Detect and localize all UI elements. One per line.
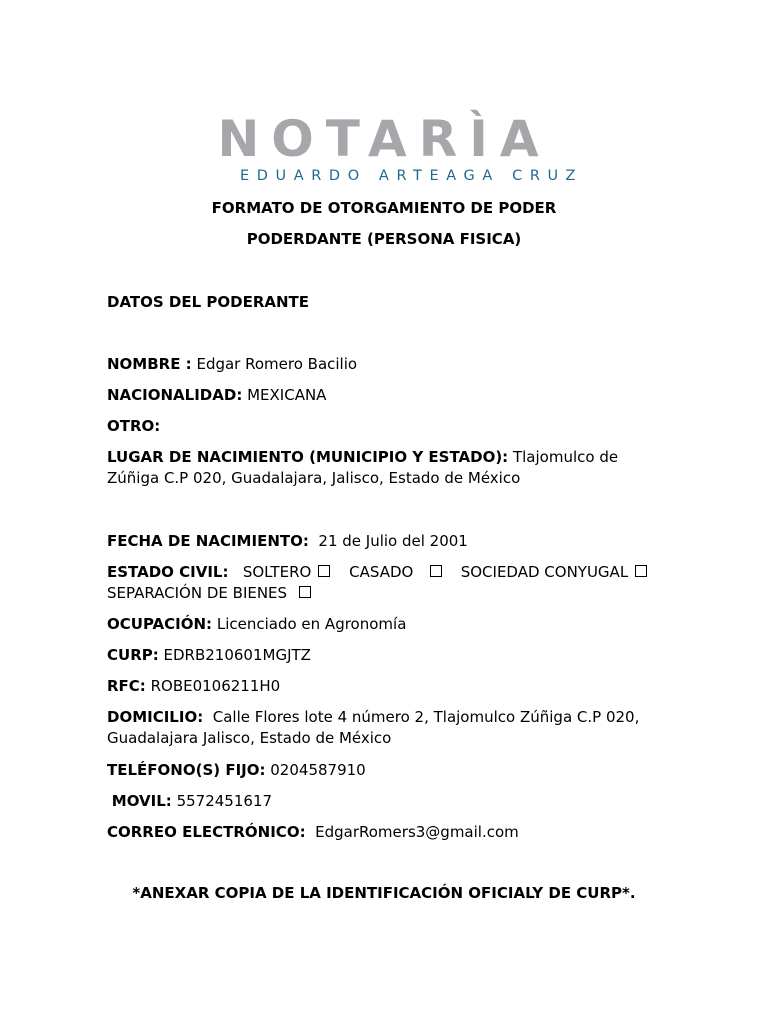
field-telefono xyxy=(107,760,667,781)
option-separacion: SEPARACIÓN DE BIENES xyxy=(107,584,288,602)
field-fecha xyxy=(107,531,667,552)
curp-value: EDRB210601MGJTZ xyxy=(163,646,311,664)
nombre-label: NOMBRE : xyxy=(107,355,192,373)
field-ocupacion xyxy=(107,614,667,635)
notary-name: EDUARDO ARTEAGA CRUZ xyxy=(240,168,583,184)
nacionalidad-value: MEXICANA xyxy=(247,386,327,404)
footer-note: *ANEXAR COPIA DE LA IDENTIFICACIÓN OFICIALY DE CURP*. xyxy=(132,884,636,902)
checkbox-soltero[interactable] xyxy=(318,565,330,577)
lugar-value-1: Tlajomulco de xyxy=(512,448,619,466)
field-nacionalidad xyxy=(107,385,667,406)
checkbox-separacion[interactable] xyxy=(299,586,311,598)
option-soltero: SOLTERO xyxy=(242,563,312,581)
domicilio-value-1: Calle Flores lote 4 número 2, Tlajomulco Zúñiga C.P 020, xyxy=(212,708,640,726)
domicilio-value-2: Guadalajara Jalisco, Estado de México xyxy=(107,729,392,747)
field-domicilio xyxy=(107,707,667,749)
option-casado: CASADO xyxy=(349,563,414,581)
field-correo xyxy=(107,822,667,843)
otro-label: OTRO: xyxy=(107,417,161,435)
rfc-label: RFC: xyxy=(107,677,146,695)
correo-label: CORREO ELECTRÓNICO: xyxy=(107,823,306,841)
telefono-label: TELÉFONO(S) FIJO: xyxy=(107,761,266,779)
ocupacion-label: OCUPACIÓN: xyxy=(107,615,213,633)
field-movil xyxy=(107,791,667,812)
field-nombre xyxy=(107,354,667,375)
field-estado-civil xyxy=(107,562,667,604)
form-title: FORMATO DE OTORGAMIENTO DE PODER xyxy=(211,199,557,217)
fecha-value: 21 de Julio del 2001 xyxy=(318,532,468,550)
nombre-value: Edgar Romero Bacilio xyxy=(196,355,358,373)
estado-civil-label: ESTADO CIVIL: xyxy=(107,563,229,581)
checkbox-casado[interactable] xyxy=(430,565,442,577)
movil-value: 5572451617 xyxy=(176,792,273,810)
movil-label: MOVIL: xyxy=(111,792,172,810)
fecha-label: FECHA DE NACIMIENTO: xyxy=(107,532,309,550)
rfc-value: ROBE0106211H0 xyxy=(150,677,281,695)
nacionalidad-label: NACIONALIDAD: xyxy=(107,386,243,404)
domicilio-label: DOMICILIO: xyxy=(107,708,204,726)
field-lugar xyxy=(107,447,667,489)
lugar-value-2: Zúñiga C.P 020, Guadalajara, Jalisco, Estado de México xyxy=(107,469,521,487)
checkbox-sociedad[interactable] xyxy=(635,565,647,577)
field-rfc xyxy=(107,676,667,697)
field-otro xyxy=(107,416,667,437)
curp-label: CURP: xyxy=(107,646,159,664)
telefono-value: 0204587910 xyxy=(270,761,366,779)
correo-value: EdgarRomers3@gmail.com xyxy=(315,823,519,841)
ocupacion-value: Licenciado en Agronomía xyxy=(216,615,407,633)
notaria-logo: NOTARÌA xyxy=(217,110,551,168)
option-sociedad: SOCIEDAD CONYUGAL xyxy=(460,563,629,581)
section-title: DATOS DEL PODERANTE xyxy=(107,293,310,311)
field-curp xyxy=(107,645,667,666)
lugar-label: LUGAR DE NACIMIENTO (MUNICIPIO Y ESTADO): xyxy=(107,448,509,466)
form-subtitle: PODERDANTE (PERSONA FISICA) xyxy=(246,230,522,248)
